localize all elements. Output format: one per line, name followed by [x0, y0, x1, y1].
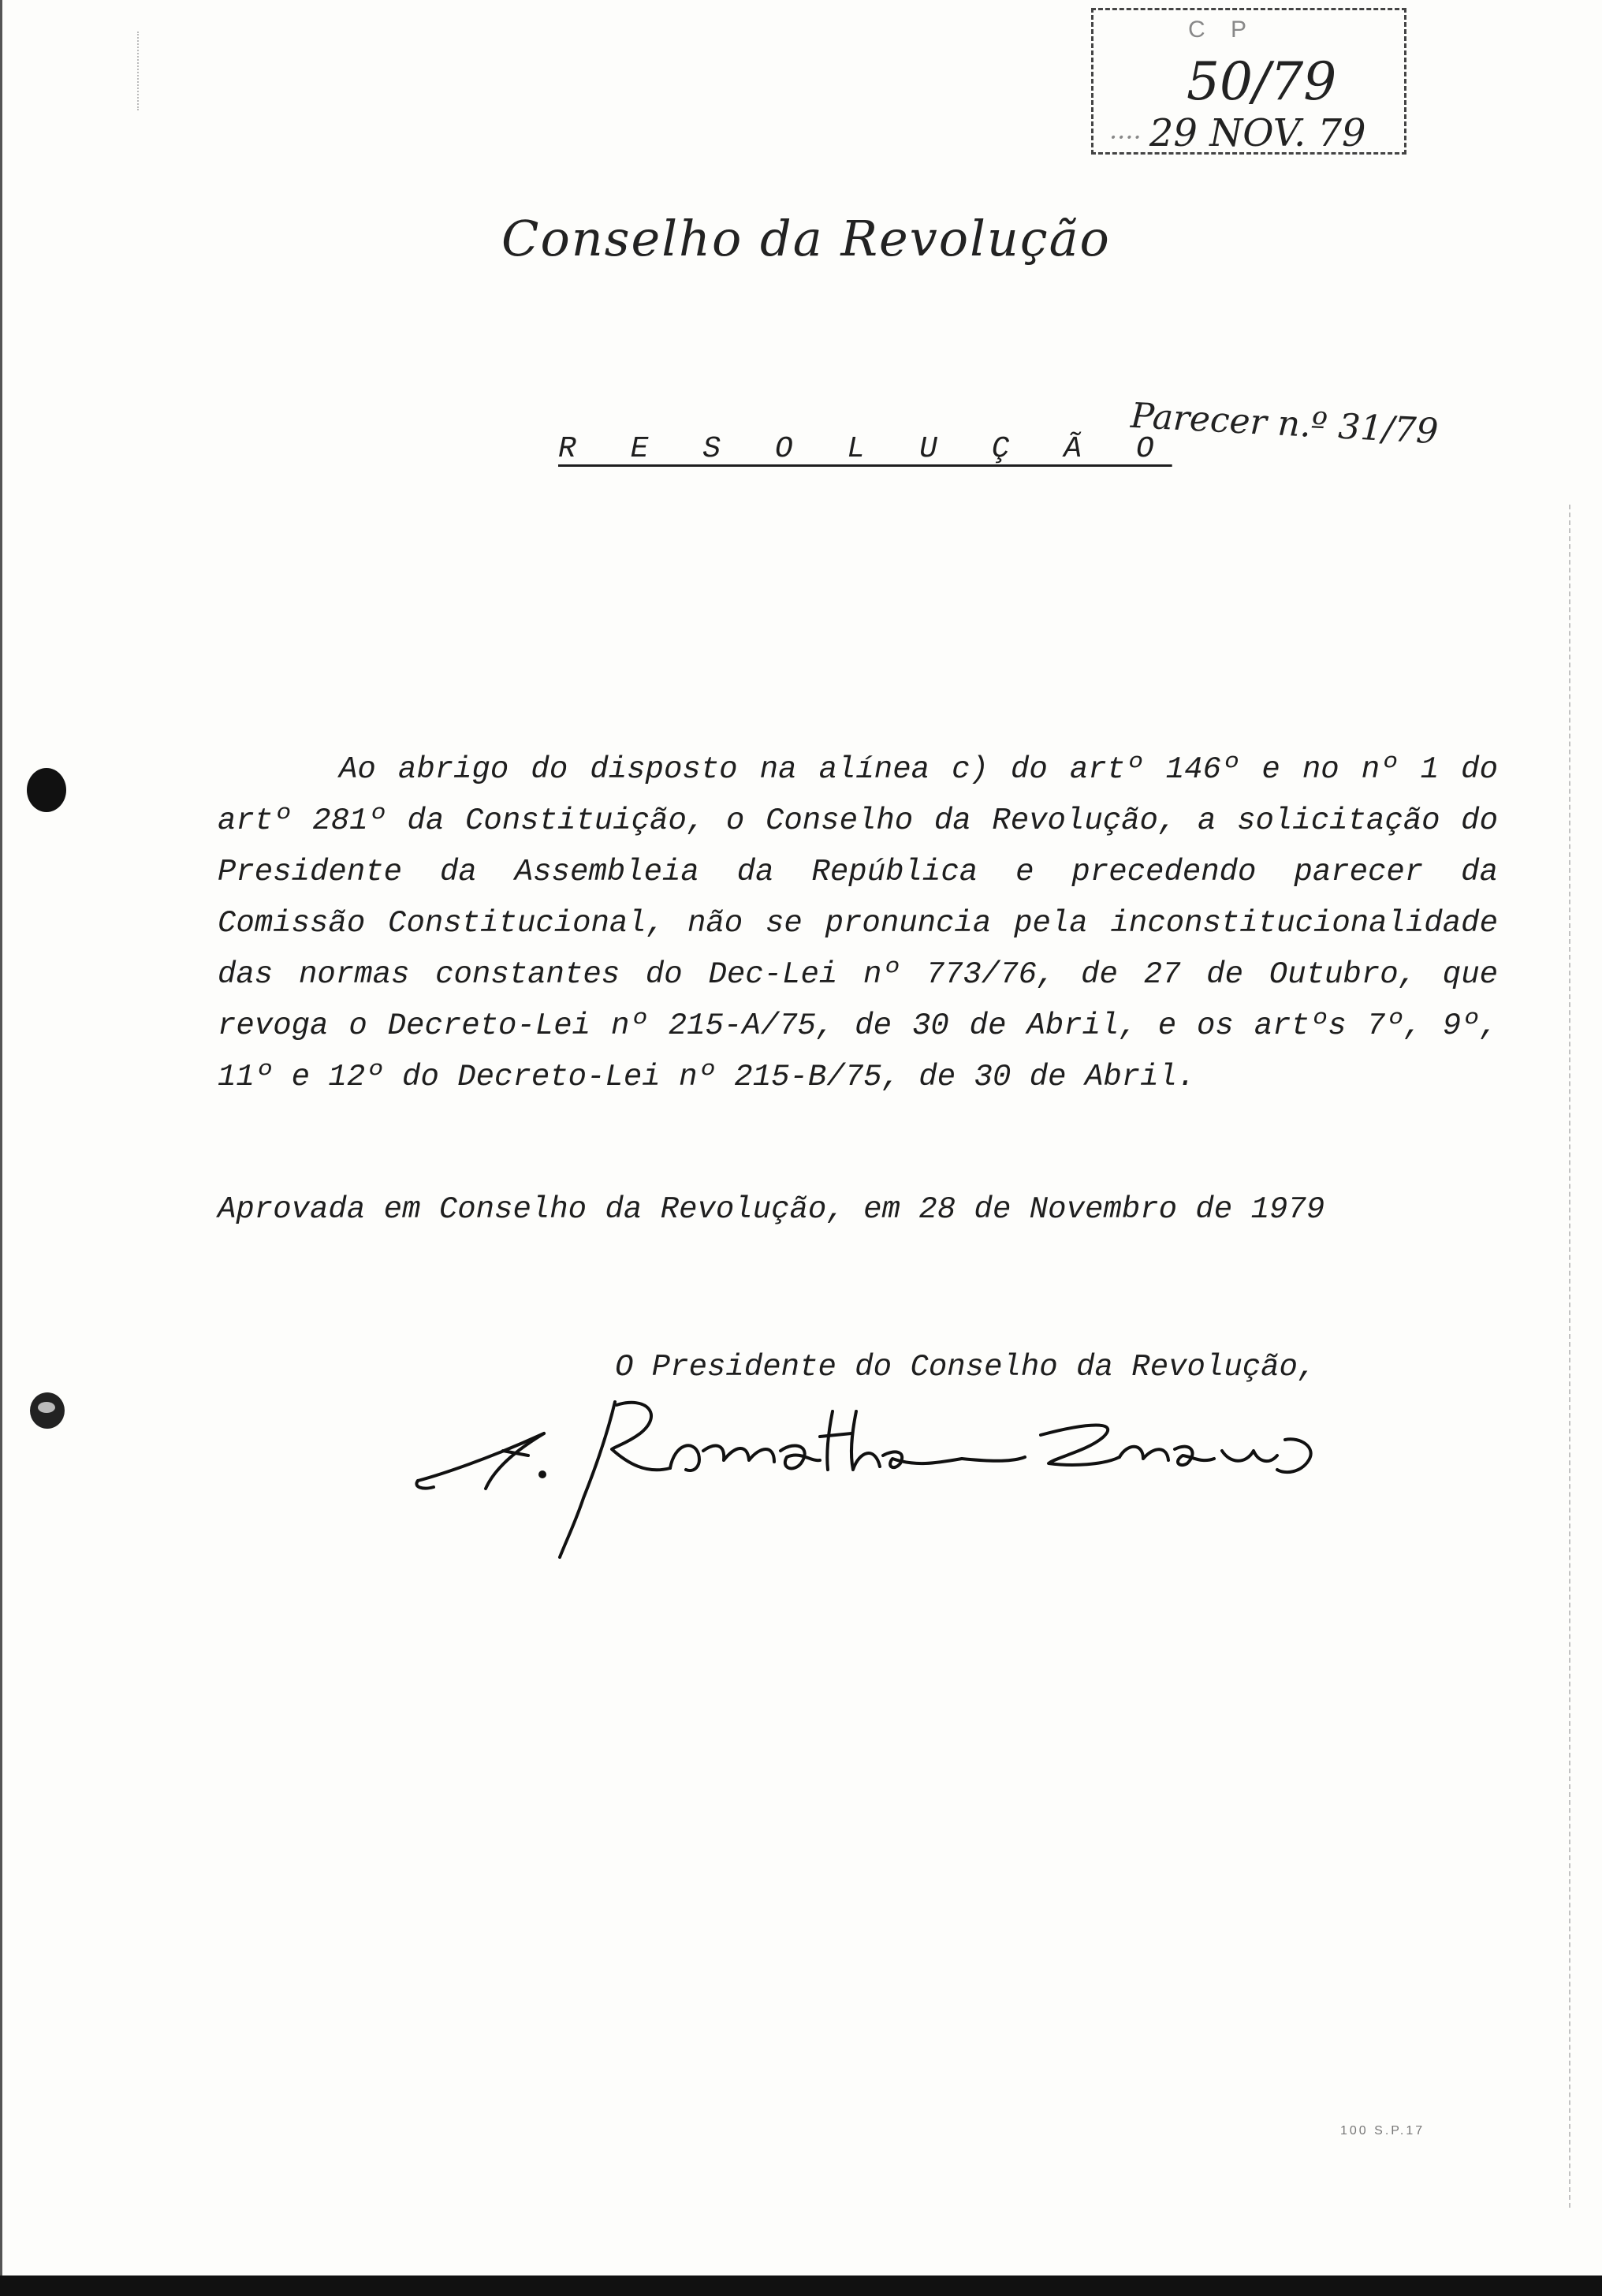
- registration-stamp: [1091, 8, 1406, 155]
- stamp-date: ···· 29 NOV. 79: [1109, 111, 1366, 155]
- scan-artifact: [137, 32, 142, 110]
- stamp-number: 50/79: [1187, 51, 1337, 112]
- approval-line: Aprovada em Conselho da Revolução, em 28 de Novembro de 1979: [218, 1192, 1325, 1227]
- punch-hole: [30, 1392, 65, 1429]
- stamp-header: C P: [1188, 17, 1257, 43]
- scan-artifact: [1569, 505, 1575, 2208]
- signature-image: [410, 1388, 1459, 1561]
- parecer-note: Parecer n.º 31/79: [1129, 395, 1440, 453]
- letterhead: Conselho da Revolução: [501, 210, 1111, 267]
- form-code: 100 S.P.17: [1340, 2124, 1425, 2138]
- resolution-body: [218, 744, 1498, 1103]
- scan-edge: [0, 0, 2, 2296]
- signatory-title: O Presidente do Conselho da Revolução,: [615, 1350, 1317, 1385]
- punch-hole: [27, 768, 66, 812]
- document-title: R E S O L U Ç Ã O: [558, 432, 1172, 466]
- resolution-body-text: Ao abrigo do disposto na alínea c) do artº 146º e no nº 1 do artº 281º da Constituição, o Conselho da Revolução, a solicitação do Presidente da Assembleia da República e precedendo parecer da Comissão Constitucional, não se pronuncia pela inconstitucionalidade das normas constantes do Dec-Lei nº 773/76, de 27 de Outubro, que revoga o Decreto-Lei nº 215-A/75, de 30 de Abril, e os artºs 7º, 9º, 11º e 12º do Decreto-Lei nº 215-B/75, de 30 de Abril.: [218, 752, 1498, 1094]
- scan-bottom-edge: [0, 2276, 1602, 2296]
- stamp-date-value: 29 NOV. 79: [1149, 111, 1366, 155]
